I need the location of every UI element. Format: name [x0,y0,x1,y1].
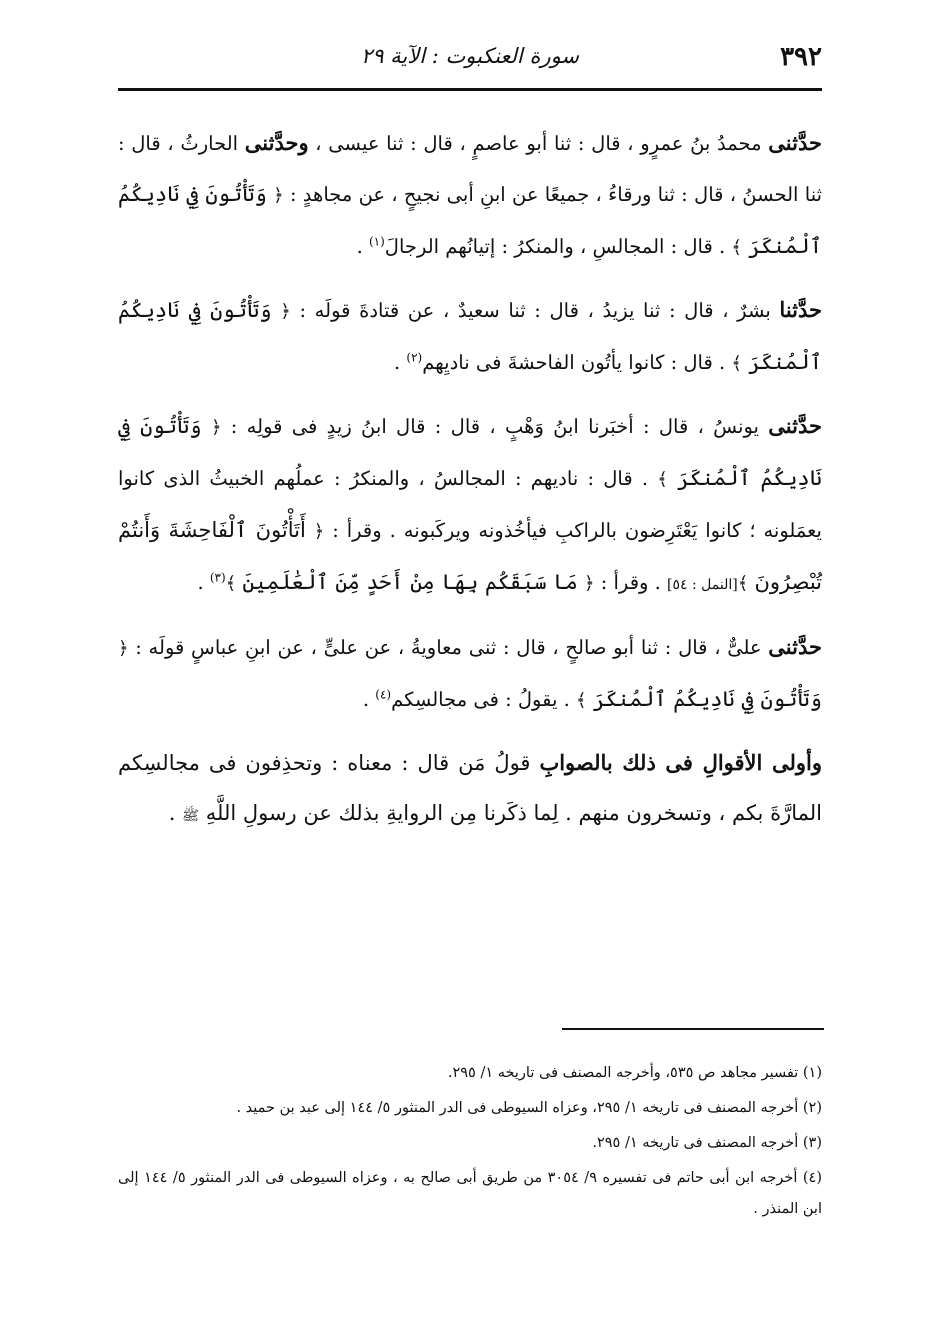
quran-open-bracket: ﴿ [280,301,291,322]
paragraph-3 [118,401,822,610]
quran-open-bracket: ﴿ [584,573,595,594]
footnote-ref: (٣) [209,570,226,585]
paragraph-2 [118,285,822,389]
footnote-ref: (٤) [375,687,392,702]
footnote-3: (٣) أخرجه المصنف فى تاريخه ١/ ٢٩٥. [592,1135,822,1151]
text-segment: الحارثُ ، قال : ثنا الحسنُ ، قال : ثنا ورقاءُ ، جميعًا عن ابنِ أبى نجيحٍ ، عن مجاهدٍ : [118,132,823,206]
text-segment: محمدُ بنُ عمرٍو ، قال : ثنا أبو عاصمٍ ، قال : ثنا عيسى ، [308,132,769,155]
running-header [118,36,822,91]
footnotes [118,1058,822,1229]
quran-open-bracket: ﴿ [313,521,325,542]
text-segment: . قال : المجالسِ ، والمنكرُ : إتيانُهم الرجالَ [384,235,732,258]
page-number: ٣٩٢ [780,42,822,72]
footnote-2: (٢) أخرجه المصنف فى تاريخه ١/ ٢٩٥، وعزاه السيوطى فى الدر المنثور ٥/ ١٤٤ إلى عبد بن حميد . [236,1100,822,1116]
text-segment: . يقولُ : فى مجالسِكم [391,688,577,711]
narration-lead: حدَّثنى [768,634,822,659]
conclusion-lead: وأولى الأقوالِ فى ذلك بالصوابِ [539,750,822,775]
text-segment: . قال : كانوا يأتُون الفاحشةَ فى ناديِهم [422,351,732,374]
narration-lead: حدَّثنا [779,297,823,322]
quran-open-bracket: ﴿ [210,417,222,438]
text-segment: . قال : ناديهم : المجالسُ ، والمنكرُ : عملُهم الخبيثُ الذى كانوا يعمَلونه ؛ كانوا يَعْتَرِضون بالراكبِ فيأخُذونه ويركَبونه . وقرأ : [118,467,822,542]
quran-verse: أَتَأْتُونَ ٱلْفَاحِشَةَ وَأَنتُمْ تُبْصِرُونَ [118,518,822,594]
text-segment: . [362,688,376,711]
quran-verse: وَتَأْتُونَ فِي نَادِيكُمُ ٱلْمُنكَرَ [118,182,822,258]
surah-reference: [النمل : ٥٤] [667,577,738,593]
quran-close-bracket: ﴾ [657,469,668,490]
quran-verse: وَتَأْتُونَ فِي نَادِيكُمُ ٱلْمُنكَرَ [118,414,823,490]
conclusion-paragraph [118,738,822,841]
text-segment: قولُ مَن قال : معناه : وتحذِفون فى مجالسِكم المارَّةَ بكم ، وتسخرون منهم . لِما ذكَرنا مِن الروايةِ بذلك عن رسولِ اللَّهِ [118,751,822,825]
quran-close-bracket: ﴾ [731,353,742,374]
text-segment: يونسُ ، قال : أخبَرنا ابنُ وَهْبٍ ، قال : قال ابنُ زيدٍ فى قولِه : [221,415,769,438]
narration-lead: حدَّثنى [768,413,822,438]
text-segment: . وقرأ : [594,571,668,594]
quran-verse: وَتَأْتُونَ فِي نَادِيكُمُ ٱلْمُنكَرَ [118,298,822,374]
text-segment: . [168,801,183,825]
quran-open-bracket: ﴿ [118,638,129,659]
text-segment: . [356,235,369,258]
quran-close-bracket: ﴾ [576,690,587,711]
main-text [118,118,822,853]
quran-open-bracket: ﴿ [273,185,284,206]
header-title: سورة العنكبوت : الآية ٢٩ [360,44,580,68]
text-segment: . [393,351,407,374]
narration-lead: حدَّثنى [768,130,822,155]
quran-close-bracket: ﴾ [731,237,742,258]
footnote-ref: (١) [368,234,385,249]
text-segment: . [197,571,210,594]
paragraph-4 [118,622,822,726]
footnote-divider [562,1028,824,1030]
footnote-4: (٤) أخرجه ابن أبى حاتم فى تفسيره ٩/ ٣٠٥٤ من طريق أبى صالح به ، وعزاه السيوطى فى الدر المنثور ٥/ ١٤٤ إلى ابن المنذر . [118,1170,822,1217]
text-segment: علىٌّ ، قال : ثنا أبو صالحٍ ، قال : ثنى معاويةُ ، عن علىٍّ ، عن ابنِ عباسٍ قولَه : [128,636,769,659]
quran-close-bracket: ﴾ [225,573,237,594]
narration-lead: وحدَّثنى [244,130,309,155]
text-segment: بشرٌ ، قال : ثنا يزيدُ ، قال : ثنا سعيدٌ ، عن قتادةَ قولَه : [290,299,780,322]
quran-verse: مَا سَبَقَكُم بِهَا مِنْ أَحَدٍ مِّنَ ٱلْعَٰلَمِينَ [242,570,578,594]
quran-verse: وَتَأْتُونَ فِي نَادِيكُمُ ٱلْمُنكَرَ [592,687,822,711]
salutation-glyph: ﷺ [182,808,200,824]
paragraph-1 [118,118,822,273]
footnote-1: (١) تفسير مجاهد ص ٥٣٥، وأخرجه المصنف فى تاريخه ١/ ٢٩٥. [447,1065,822,1081]
quran-close-bracket: ﴾ [737,573,749,594]
footnote-ref: (٢) [406,350,423,365]
